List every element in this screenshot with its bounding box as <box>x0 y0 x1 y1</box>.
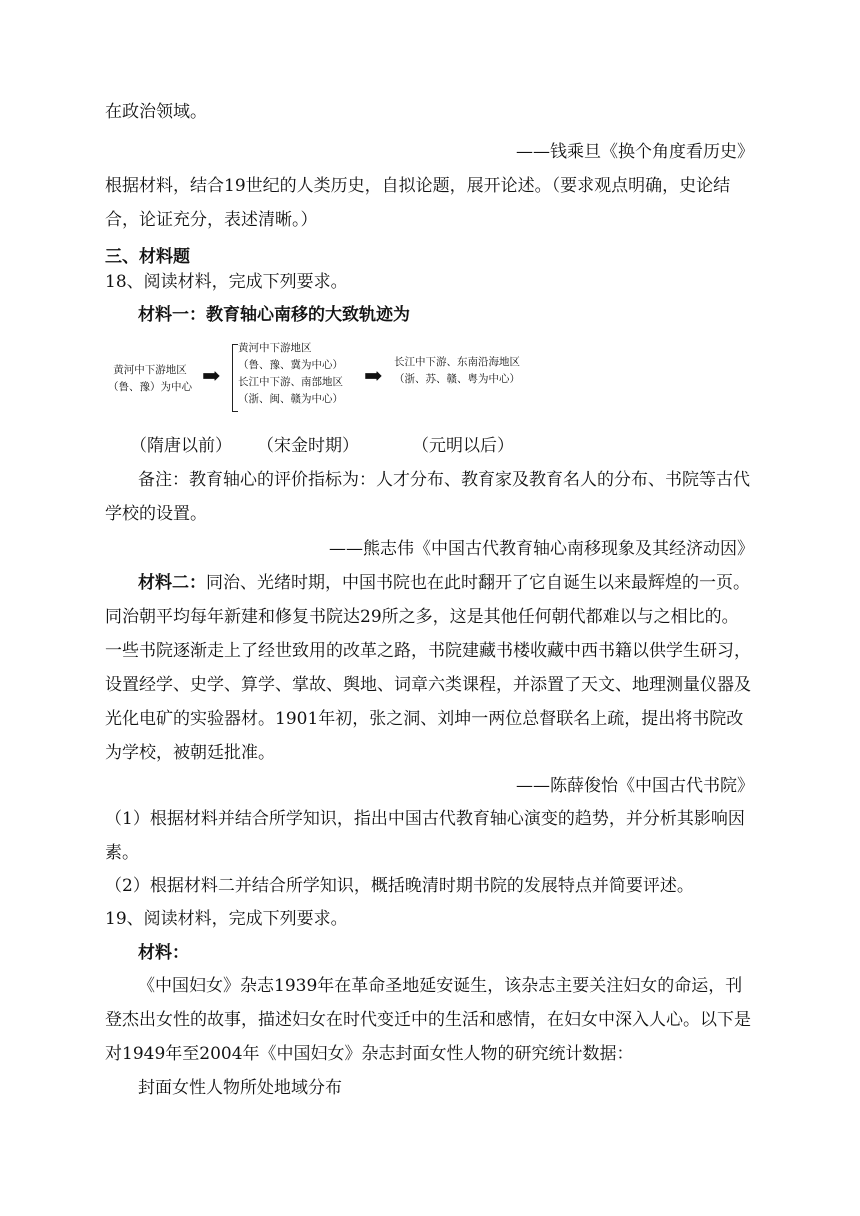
material-paragraph-line: 为学校，被朝廷批准。 <box>105 743 275 763</box>
material-label: 材料二： <box>138 573 206 593</box>
period-label: （隋唐以前） <box>130 436 232 456</box>
material-title: 材料： <box>138 943 189 963</box>
note-line: 学校的设置。 <box>105 504 207 524</box>
source-citation: ——熊志伟《中国古代教育轴心南移现象及其经济动因》 <box>329 539 754 559</box>
question-prompt: 19、阅读材料，完成下列要求。 <box>105 909 348 929</box>
material-paragraph-line: 光化电矿的实验器材。1901年初，张之洞、刘坤一两位总督联名上疏，提出将书院改 <box>105 709 744 729</box>
period-label: （宋金时期） <box>257 436 359 456</box>
right-arrow-icon: ➡ <box>364 364 383 389</box>
sub-question: （2）根据材料二并结合所学知识，概括晚清时期书院的发展特点并简要评述。 <box>105 876 694 896</box>
diagram-box-song-jin <box>238 340 343 408</box>
diagram-label: （鲁、豫、冀为中心） <box>238 359 343 371</box>
sub-question: （1）根据材料并结合所学知识，指出中国古代教育轴心演变的趋势，并分析其影响因 <box>105 809 745 829</box>
period-label: （元明以后） <box>412 436 514 456</box>
diagram-label: （鲁、豫）为中心 <box>108 381 192 393</box>
material-paragraph-line: 对1949年至2004年《中国妇女》杂志封面女性人物的研究统计数据： <box>105 1044 634 1064</box>
source-citation: ——陈薛俊怡《中国古代书院》 <box>516 776 754 796</box>
right-arrow-icon: ➡ <box>202 364 221 389</box>
diagram-label: （浙、闽、赣为中心） <box>238 393 343 405</box>
diagram-label: （浙、苏、赣、粤为中心） <box>394 373 520 385</box>
diagram-label: 黄河中下游地区 <box>238 342 312 354</box>
section-title: 三、材料题 <box>105 247 190 267</box>
education-axis-diagram <box>108 340 548 416</box>
material-paragraph-line: 同治朝平均每年新建和修复书院达29所之多，这是其他任何朝代都难以与之相比的。 <box>105 607 739 627</box>
material-paragraph-line <box>138 571 750 595</box>
material-paragraph-line: 设置经学、史学、算学、掌故、舆地、词章六类课程，并添置了天文、地理测量仪器及 <box>105 675 751 695</box>
diagram-box-sui-tang <box>108 362 192 396</box>
diagram-label: 长江中下游、南部地区 <box>238 376 343 388</box>
material-paragraph-line: 《中国妇女》杂志1939年在革命圣地延安诞生，该杂志主要关注妇女的命运，刊 <box>138 976 743 996</box>
continuation-text: 在政治领域。 <box>105 102 207 122</box>
chart-caption: 封面女性人物所处地域分布 <box>138 1078 342 1098</box>
diagram-label: 长江中下游、东南沿海地区 <box>394 356 520 368</box>
diagram-box-yuan-ming <box>394 354 520 388</box>
source-citation: ——钱乘旦《换个角度看历史》 <box>516 142 754 162</box>
material-paragraph-line: 一些书院逐渐走上了经世致用的改革之路，书院建藏书楼收藏中西书籍以供学生研习， <box>105 641 751 661</box>
material-title: 材料一：教育轴心南移的大致轨迹为 <box>138 305 410 325</box>
diagram-label: 黄河中下游地区 <box>113 364 187 376</box>
note-line: 备注：教育轴心的评价指标为：人才分布、教育家及教育名人的分布、书院等古代 <box>138 470 750 490</box>
material-paragraph-line: 登杰出女性的故事，描述妇女在时代变迁中的生活和感情，在妇女中深入人心。以下是 <box>105 1010 751 1030</box>
task-line: 合，论证充分，表述清晰。） <box>105 210 318 230</box>
material-text: 同治、光绪时期，中国书院也在此时翻开了它自诞生以来最辉煌的一页。 <box>206 573 750 593</box>
task-line: 根据材料，结合19世纪的人类历史，自拟论题，展开论述。（要求观点明确，史论结 <box>105 176 731 196</box>
sub-question: 素。 <box>105 843 139 863</box>
question-prompt: 18、阅读材料，完成下列要求。 <box>105 272 348 292</box>
